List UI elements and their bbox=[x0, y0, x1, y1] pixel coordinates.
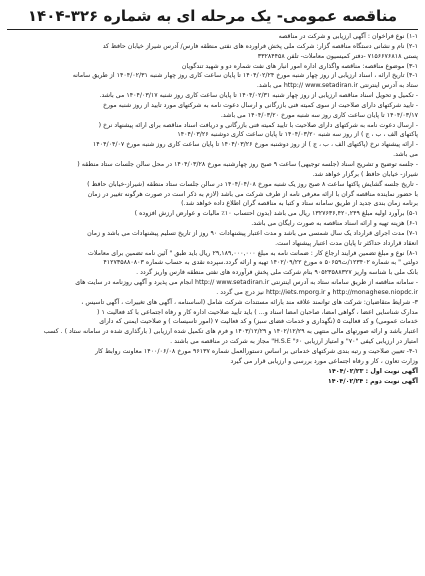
notice-line: ۴-۱) تاریخ ارائه ، اسناد ارزیابی از روز چهار شنبه مورخ ۱۴۰۴/۰۲/۲۴ تا پایان ساعت کاری روز چهار شنبه ۱۴۰۴/۰۲/۳۱ از طریق سامانه bbox=[72, 72, 418, 80]
notice-line: مدارک شناسایی اعضا ، گواهی امضا، صاحبان امضا اسناد و... ) باید تأیید صلاحیت اداره کار و رفاه اجتماعی با کد فعالیت ۱ ( bbox=[97, 308, 418, 316]
notice-line: - سامانه مناقصه از طریق سامانه ستاد به آدرس اینترنتی http:// www.setadiran.ir انجام می پذیرد و آگهی روزنامه در سایت های bbox=[75, 279, 418, 287]
notice-line: - تایید شرکتهای دارای صلاحیت از سوی کمیته فنی بازرگانی و ارسال دعوت نامه به شرکتهای مورد تایید از روز شنبه مورخ bbox=[102, 101, 418, 109]
notice-line: آگهی نوبت اول : ۱۴۰۴/۰۲/۲۳ bbox=[328, 367, 418, 375]
notice-line: - جلسه توضیح و تشریح اسناد (جلسه توجیهی) ساعت ۹ صبح روز چهارشنبه مورخ ۱۴۰۴/۰۳/۲۸ در محل سالن جلسات ستاد منطقه ( bbox=[77, 160, 418, 168]
notice-line: http://monaghese.niopdc.ir و http://iets.mporg.ir نیز درج می گردد . bbox=[216, 288, 418, 296]
notice-line: امتیاز در ارزیابی کیفی "۷۰" و امتیاز ارزیابی H.S.E "۶۰" مجاز به شرکت در مناقصه می باشند . bbox=[170, 338, 418, 346]
notice-title: مناقصه عمومی- یک مرحله ای به شماره ۳۲۶-۱۴۰۴ bbox=[27, 7, 398, 25]
notice-line: - ارسال دعوت نامه به شرکتهای دارای صلاحیت با تایید کمیته فنی بازرگانی و دریافت اسناد مناقصه برای ارائه پیشنهاد نرخ ( bbox=[98, 121, 418, 129]
notice-line: می باشد. bbox=[393, 151, 418, 159]
notice-line: پستی ۷۱۵۶۶۷۶۸۱۸ -دفتر کمیسیون معاملات- تلفن ۳۳۲۸۴۴۵۸ bbox=[257, 52, 418, 60]
notice-line: ۴-۱- تعیین صلاحیت و رتبه بندی شرکتهای خدماتی بر اساس دستورالعمل شماره ۹۶۱۳۷ مورخ ۱۴۰۰/۰۶/۰۸ معاونت روابط کار bbox=[95, 348, 418, 355]
notice-line: - ارائه پیشنهاد نرخ (پاکتهای الف ، ب ، ج ) از روز دوشنبه مورخ ۱۴۰۴/۰۳/۲۶ تا پایان ساعت کاری روز شنبه مورخ ۱۴۰۴/۰۴/۰۷ bbox=[92, 141, 418, 149]
notice-line: ستاد به آدرس اینترنتی http:// www.setadiran.ir می باشد. bbox=[256, 82, 418, 90]
notice-line: ۷-۱) مدت اجرای قرارداد یک سال شمسی می باشد و مدت اعتبار پیشنهادات ۹۰ روز از تاریخ تسلیم پیشنهادات می باشد و زمان bbox=[87, 229, 418, 237]
notice-line: برنامه زمان بندی جدید از طریق سامانه ستاد و کتبا به مناقصه گران اطلاع داده خواهد شد.) bbox=[181, 200, 418, 208]
notice-line: ۳-۱) موضوع مناقصه: مناقصه واگذاری اداره امور انبار های نفت شماره دو و شهید تندگویان bbox=[181, 62, 418, 70]
notice-line: ۲-۱) نام و نشانی دستگاه مناقصه گزار: شرکت ملی پخش فراورده های نفتی منطقه فارس/ آدرس شیراز خیابان حافظ کد bbox=[102, 42, 418, 50]
notice-line: آگهی نوبت دوم : ۱۴۰۴/۰۲/۲۴ bbox=[327, 377, 418, 385]
notice-line: ۱-۱) نوع فراخوان : آگهی ارزیابی و شرکت در مناقصه bbox=[278, 33, 418, 40]
notice-body bbox=[7, 32, 418, 386]
notice-line: پاکتهای الف ، ب ، ج ) از روز سه شنبه ۱۴۰۴/۰۳/۲۰ تا پایان ساعت کاری دوشنبه ۱۴۰۴/۰۳/۲۶ bbox=[177, 131, 418, 139]
notice-line: ۳- شرایط متقاضیان: شرکت های توانمند علاقه مند بارائه مستندات شرکت شامل (اساسنامه ، آگهی های تغییرات ، آگهی تاسیس ، bbox=[81, 298, 418, 306]
title-divider bbox=[7, 29, 418, 30]
notice-line: - تکمیل و تحویل اسناد مناقصه ارزیابی از روز چهار شنبه ۱۴۰۴/۰۲/۳۱ تا پایان ساعت کاری روز شنبه ۱۴۰۴/۰۳/۱۷ می باشد. bbox=[99, 92, 418, 100]
notice-line: ۸-۱) نوع و مبلغ تضمین فرایند ارجاع کار : ضمانت نامه به مبلغ ۲۹,۱۸۹,۰۰۰,۰۰۰ ریال باید طبق " آئین نامه تضمین برای معاملات bbox=[87, 249, 418, 257]
notice-line: خدمات عمومی) و کد فعالیت ۵ (نگهداری و خدمات فضای سبز) و کد فعالیت ۷ (امور تاسیسات ) و صلاحیت ایمنی که دارای bbox=[99, 318, 418, 326]
notice-line: انعقاد قرارداد حداکثر تا پایان مدت اعتبار پیشنهاد است. bbox=[275, 239, 418, 247]
notice-line: شیراز- خیابان حافظ ) برگزار خواهد شد. bbox=[312, 170, 418, 178]
notice-line: با حضور نماینده مناقصه گران با ارائه معرفی نامه از طرف شرکت می باشد (لازم به ذکر است در صورت هرگونه تغییر در زمان bbox=[87, 190, 418, 198]
notice-line: وزارت تعاون ، کار و رفاه اجتماعی مورد بررسی و ارزیابی قرار می گیرد bbox=[230, 357, 418, 365]
notice-line: ۵-۱) برآورد اولیه مبلغ ۱۳۲۷۶۳۶,۴۲۰,۲۴۹ ریال می باشد (بدون احتساب ۱۰٪ مالیات و عوارض ارزش افزوده ) bbox=[134, 210, 418, 218]
notice-line: اعتبار باشد و ارائه صورتهای مالی منتهی به ۱۴۰۲/۱۲/۲۹ و ۱۴۰۳/۱۲/۲۹ و فرم های تکمیل شده ارزیابی ( بارگذاری شده در سامانه ستاد ) . کسب bbox=[43, 328, 418, 336]
notice-line: بانک ملی با شناسه واریز ۹۰۵۲۳۵۸۸۳۲۷ بنام شرکت ملی پخش فرآورده های نفتی منطقه فارس واریز گردد . bbox=[136, 269, 418, 277]
notice-line: - تاریخ جلسه گشایش پاکتها ساعت ۸ صبح روز یک شنبه مورخ ۱۴۰۴/۰۴/۰۸ در سالن جلسات ستاد منطقه (شیراز-خیابان حافظ ) bbox=[87, 180, 418, 188]
notice-line: ۶-۱) هزینه تهیه و ارائه اسناد مناقصه به صورت رایگان می باشد. bbox=[251, 220, 418, 228]
notice-line: ۱۴۰۴/۰۳/۱۷ تا پایان ساعت کاری روز سه شنبه مورخ ۱۴۰۴/۰۳/۲۰ می باشد. bbox=[220, 111, 418, 119]
notice-line: دولتی " به شماره ۱۲۳۴۰۲/ت۵۰۶۵۹ ه مورخ ۱۴۰۲/۰۹/۲۲ تهیه و ارائه گردد.سپرده نقدی به حساب شماره ۴۱۲۷۳۵۸۸۰۸۰۳ bbox=[103, 259, 418, 267]
